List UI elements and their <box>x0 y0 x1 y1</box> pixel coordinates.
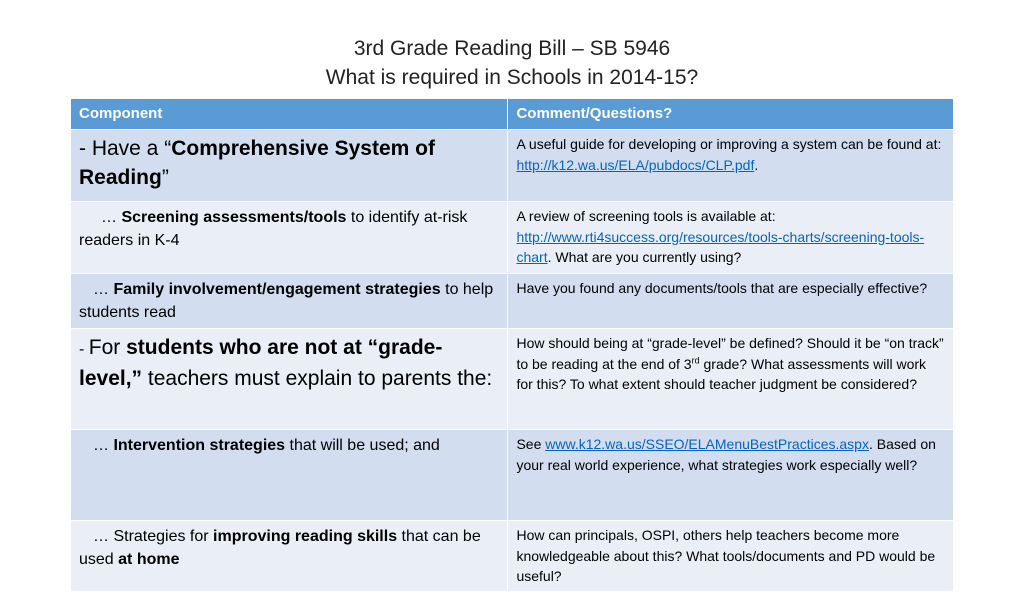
component-cell <box>71 130 508 202</box>
component-prefix: … <box>93 437 114 454</box>
component-prefix: … <box>101 209 122 226</box>
table-row <box>71 521 954 592</box>
component-mid: that can be used <box>79 528 481 568</box>
header-comment: Comment/Questions? <box>508 99 954 130</box>
comment-text: A review of screening tools is available at: <box>516 208 776 224</box>
screening-tools-link[interactable]: http://www.rti4success.org/resources/tools-charts/screening-tools-chart <box>516 228 925 265</box>
header-component: Component <box>71 99 508 130</box>
clp-pdf-link[interactable]: http://k12.wa.us/ELA/pubdocs/CLP.pdf <box>516 156 755 173</box>
component-suffix: to identify at-risk readers in K-4 <box>79 209 468 249</box>
component-bold-2: at home <box>118 551 180 568</box>
comment-cell <box>508 430 954 521</box>
comment-text: Have you found any documents/tools that are especially effective? <box>516 280 928 296</box>
component-cell <box>71 274 508 329</box>
slide-title <box>0 34 1024 92</box>
comment-superscript: rd <box>691 354 700 365</box>
table-row <box>71 430 954 521</box>
comment-text-end: . Based on your real world experience, what strategies work especially well? <box>516 436 936 473</box>
component-prefix: For <box>88 336 127 359</box>
requirements-table <box>70 98 954 592</box>
title-line-2: What is required in Schools in 2014-15? <box>325 66 699 89</box>
table-row <box>71 130 954 202</box>
component-suffix: that will be used; and <box>285 437 440 454</box>
component-prefix: … <box>93 281 114 298</box>
comment-cell <box>508 130 954 202</box>
component-bold: Intervention strategies <box>113 437 286 454</box>
comment-cell <box>508 521 954 592</box>
comment-cell <box>508 329 954 430</box>
ela-best-practices-link[interactable]: www.k12.wa.us/SSEO/ELAMenuBestPractices.aspx <box>545 436 869 452</box>
component-cell <box>71 329 508 430</box>
component-dash: - <box>79 341 89 358</box>
component-cell <box>71 430 508 521</box>
comment-text-end: . <box>754 156 759 173</box>
comment-text: How should being at “grade-level” be defined? Should it be “on track” to be reading at the end of 3 <box>516 335 944 372</box>
component-cell <box>71 521 508 592</box>
component-cell <box>71 202 508 274</box>
table-row <box>71 329 954 430</box>
component-bold: students who are not at “grade-level,” <box>79 336 443 390</box>
comment-cell <box>508 274 954 329</box>
comment-text-end: . What are you currently using? <box>547 249 742 265</box>
table-row <box>71 274 954 329</box>
component-bold: Family involvement/engagement strategies <box>113 281 441 298</box>
comment-cell <box>508 202 954 274</box>
table-header-row <box>71 99 954 130</box>
component-bold: Comprehensive System of Reading <box>79 137 435 189</box>
comment-text: How can principals, OSPI, others help teachers become more knowledgeable about this? What tools/documents and PD would be useful? <box>516 527 936 584</box>
title-line-1: 3rd Grade Reading Bill – SB 5946 <box>353 37 671 60</box>
component-prefix: … Strategies for <box>93 528 214 545</box>
component-suffix: to help students read <box>79 281 494 321</box>
comment-text-end: grade? What assessments will work for this? To what extent should teacher judgment be considered? <box>516 355 927 392</box>
component-suffix: ” <box>161 166 169 189</box>
comment-text: See <box>516 436 546 452</box>
component-suffix: teachers must explain to parents the: <box>142 367 493 390</box>
table-row <box>71 202 954 274</box>
component-bold: improving reading skills <box>213 528 398 545</box>
component-prefix: - Have a “ <box>79 137 172 160</box>
comment-text: A useful guide for developing or improving a system can be found at: <box>516 136 942 152</box>
component-bold: Screening assessments/tools <box>121 209 347 226</box>
